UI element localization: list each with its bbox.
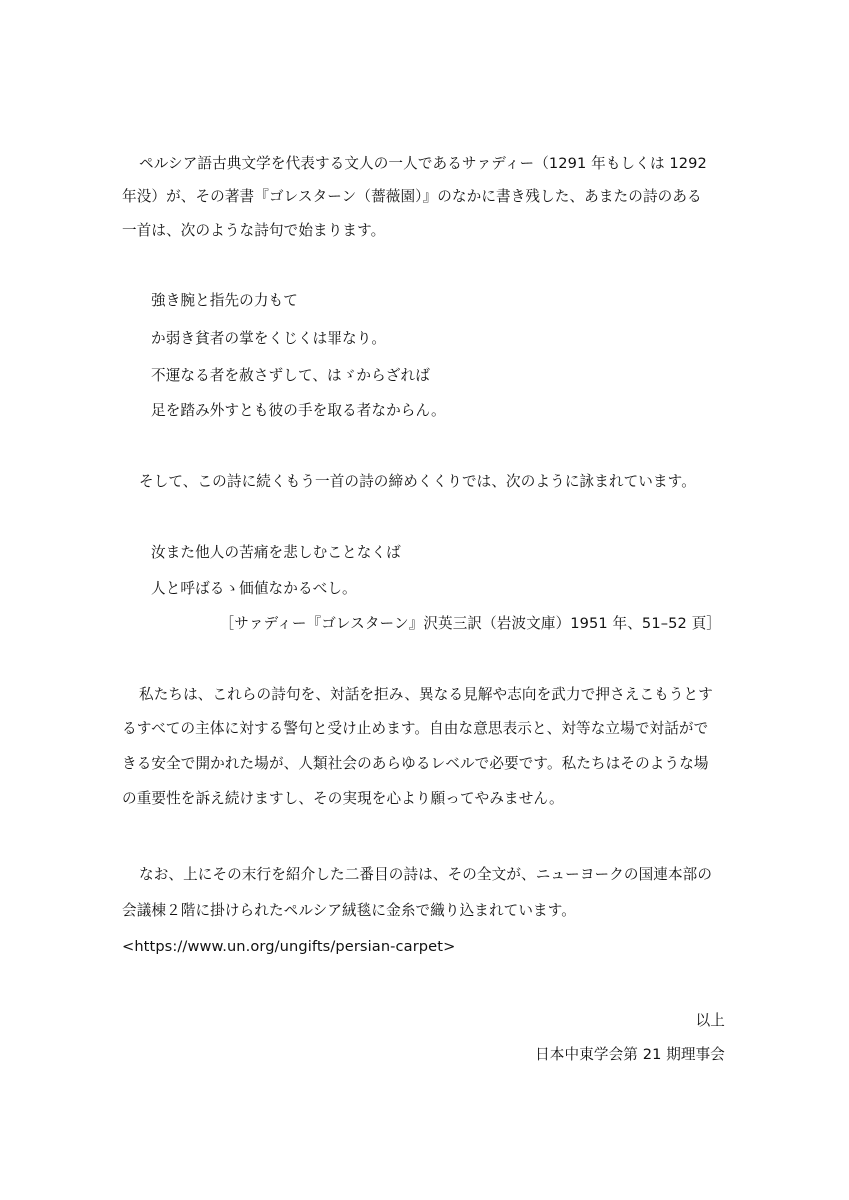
statement-line-1: 私たちは、これらの詩句を、対話を拒み、異なる見解や志向を武力で押さえこもうとす — [139, 686, 713, 703]
closing-signature: 日本中東学会第 21 期理事会 — [535, 1046, 725, 1063]
transition-line: そして、この詩に続くもう一首の詩の締めくくりでは、次のように詠まれています。 — [139, 473, 696, 490]
poem2-citation: ［サァディー『ゴレスターン』沢英三訳（岩波文庫）1951 年、51–52 頁］ — [219, 615, 721, 632]
intro-line-2: 年没）が、その著書『ゴレスターン（薔薇園）』のなかに書き残した、あまたの詩のある — [122, 188, 702, 205]
poem1-line-2: か弱き貧者の掌をくじくは罪なり。 — [151, 330, 387, 347]
poem2-line-1: 汝また他人の苦痛を悲しむことなくば — [151, 544, 401, 561]
statement-line-3: きる安全で開かれた場が、人類社会のあらゆるレベルで必要です。私たちはそのような場 — [122, 755, 709, 772]
note-line-2: 会議棟２階に掛けられたペルシア絨毯に金糸で織り込まれています。 — [122, 902, 576, 919]
note-line-1: なお、上にその末行を紹介した二番目の詩は、その全文が、ニューヨークの国連本部の — [139, 866, 713, 883]
poem1-line-1: 強き腕と指先の力もて — [151, 292, 298, 309]
note-url-link[interactable]: <https://www.un.org/ungifts/persian-carpet> — [122, 938, 456, 955]
poem1-line-4: 足を踏み外すとも彼の手を取る者なからん。 — [151, 402, 446, 419]
statement-line-2: るすべての主体に対する警句と受け止めます。自由な意思表示と、対等な立場で対話がで — [122, 720, 709, 737]
intro-line-3: 一首は、次のような詩句で始まります。 — [122, 222, 386, 239]
poem1-line-3: 不運なる者を赦さずして、はゞからざれば — [151, 367, 430, 384]
poem2-line-2: 人と呼ばるゝ価値なかるべし。 — [151, 580, 357, 597]
statement-line-4: の重要性を訴え続けますし、その実現を心より願ってやみません。 — [122, 790, 564, 807]
intro-line-1: ペルシア語古典文学を代表する文人の一人であるサァディー（1291 年もしくは 1292 — [139, 155, 707, 172]
closing-ijo: 以上 — [695, 1012, 725, 1029]
